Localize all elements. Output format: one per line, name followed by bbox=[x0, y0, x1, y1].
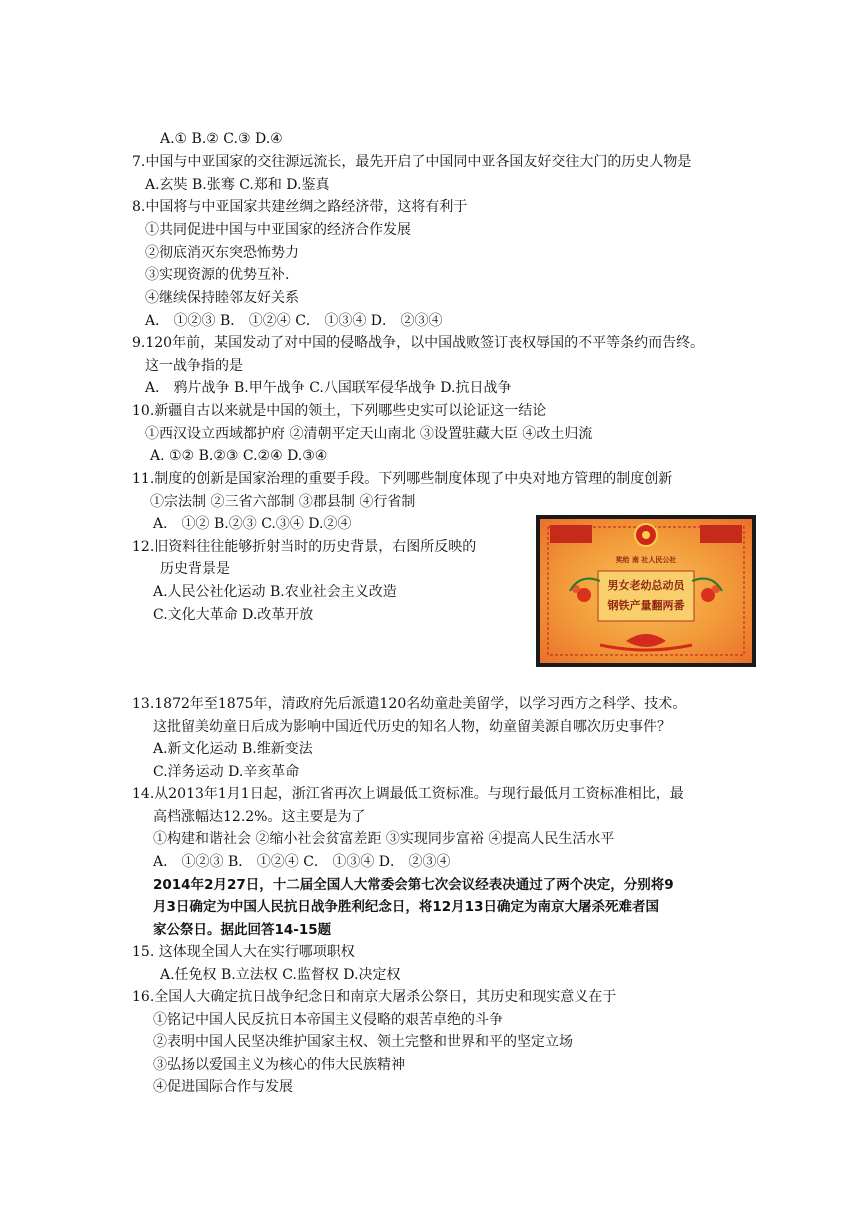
q12-stem-1: 12.旧资料往往能够折射当时的历史背景，右图所反映的 bbox=[132, 539, 477, 555]
q10-options: A. ①② B.②③ C.②④ D.③④ bbox=[150, 448, 328, 464]
propaganda-certificate-image bbox=[536, 515, 756, 667]
certificate-caption: 奖给 南 社人民公社 bbox=[615, 556, 677, 564]
slogan-line-1: 男女老幼总动员 bbox=[607, 579, 685, 592]
q7-stem: 7.中国与中亚国家的交往源远流长，最先开启了中国同中亚各国友好交往大门的历史人物是 bbox=[132, 154, 692, 170]
q9-stem-1: 9.120年前，某国发动了对中国的侵略战争，以中国战败签订丧权辱国的不平等条约而告终。 bbox=[132, 335, 705, 351]
q16-item-1: ①铭记中国人民反抗日本帝国主义侵略的艰苦卓绝的斗争 bbox=[153, 1012, 503, 1028]
q16-item-4: ④促进国际合作与发展 bbox=[153, 1079, 293, 1095]
material-paragraph-1: 2014年2月27日，十二届全国人大常委会第七次会议经表决通过了两个决定，分别将9 bbox=[153, 877, 674, 893]
q11-stem: 11.制度的创新是国家治理的重要手段。下列哪些制度体现了中央对地方管理的制度创新 bbox=[132, 471, 673, 487]
q15-stem: 15. 这体现全国人大在实行哪项职权 bbox=[132, 944, 355, 960]
material-paragraph-3: 家公祭日。据此回答14-15题 bbox=[153, 922, 332, 938]
q14-stem-2: 高档涨幅达12.2%。这主要是为了 bbox=[153, 809, 366, 825]
q9-options: A． 鸦片战争 B.甲午战争 C.八国联军侵华战争 D.抗日战争 bbox=[145, 380, 512, 396]
q11-options: A． ①② B.②③ C.③④ D.②④ bbox=[153, 516, 352, 532]
certificate-paper bbox=[540, 519, 752, 663]
slogan-line-2: 钢铁产量翻两番 bbox=[607, 599, 685, 612]
q6-options: A.① B.② C.③ D.④ bbox=[160, 131, 283, 147]
q8-stem: 8.中国将与中亚国家共建丝绸之路经济带，这将有利于 bbox=[132, 199, 468, 215]
q14-stem-1: 14.从2013年1月1日起，浙江省再次上调最低工资标准。与现行最低月工资标准相比，最 bbox=[132, 786, 684, 802]
q13-options-1: A.新文化运动 B.维新变法 bbox=[153, 741, 313, 757]
ribbon-bow-icon bbox=[626, 634, 666, 647]
q14-options: A． ①②③ B． ①②④ C． ①③④ D． ②③④ bbox=[153, 854, 451, 870]
q8-item-2: ②彻底消灭东突恐怖势力 bbox=[145, 245, 299, 261]
q7-options: A.玄奘 B.张骞 C.郑和 D.鉴真 bbox=[145, 177, 330, 193]
q12-options-2: C.文化大革命 D.改革开放 bbox=[153, 607, 314, 623]
q12-stem-2: 历史背景是 bbox=[160, 561, 230, 577]
q15-options: A.任免权 B.立法权 C.监督权 D.决定权 bbox=[160, 967, 401, 983]
q10-stem: 10.新疆自古以来就是中国的领土，下列哪些史实可以论证这一结论 bbox=[132, 403, 547, 419]
q8-item-1: ①共同促进中国与中亚国家的经济合作发展 bbox=[145, 222, 411, 238]
q8-item-4: ④继续保持睦邻友好关系 bbox=[145, 290, 299, 306]
q9-stem-2: 这一战争指的是 bbox=[145, 358, 243, 374]
q14-items: ①构建和谐社会 ②缩小社会贫富差距 ③实现同步富裕 ④提高人民生活水平 bbox=[153, 831, 615, 847]
q13-stem-1: 13.1872年至1875年，清政府先后派遣120名幼童赴美留学，以学习西方之科学、技术。 bbox=[132, 696, 687, 712]
q11-items: ①宗法制 ②三省六部制 ③郡县制 ④行省制 bbox=[150, 494, 416, 510]
material-paragraph-2: 月3日确定为中国人民抗日战争胜利纪念日，将12月13日确定为南京大屠杀死难者国 bbox=[153, 899, 659, 915]
q10-items: ①西汉设立西域都护府 ②清朝平定天山南北 ③设置驻藏大臣 ④改土归流 bbox=[145, 426, 593, 442]
q16-item-2: ②表明中国人民坚决维护国家主权、领土完整和世界和平的坚定立场 bbox=[153, 1034, 573, 1050]
corner-banner-left bbox=[550, 525, 592, 543]
q12-options-1: A.人民公社化运动 B.农业社会主义改造 bbox=[153, 584, 397, 600]
q8-options: A． ①②③ B． ①②④ C． ①③④ D． ②③④ bbox=[145, 313, 443, 329]
q16-item-3: ③弘扬以爱国主义为核心的伟大民族精神 bbox=[153, 1057, 405, 1073]
corner-banner-right bbox=[700, 525, 742, 543]
q16-stem: 16.全国人大确定抗日战争纪念日和南京大屠杀公祭日，其历史和现实意义在于 bbox=[132, 989, 617, 1005]
q13-stem-2: 这批留美幼童日后成为影响中国近代历史的知名人物，幼童留美源自哪次历史事件？ bbox=[153, 719, 671, 735]
q8-item-3: ③实现资源的优势互补. bbox=[145, 267, 290, 283]
q13-options-2: C.洋务运动 D.辛亥革命 bbox=[153, 764, 300, 780]
